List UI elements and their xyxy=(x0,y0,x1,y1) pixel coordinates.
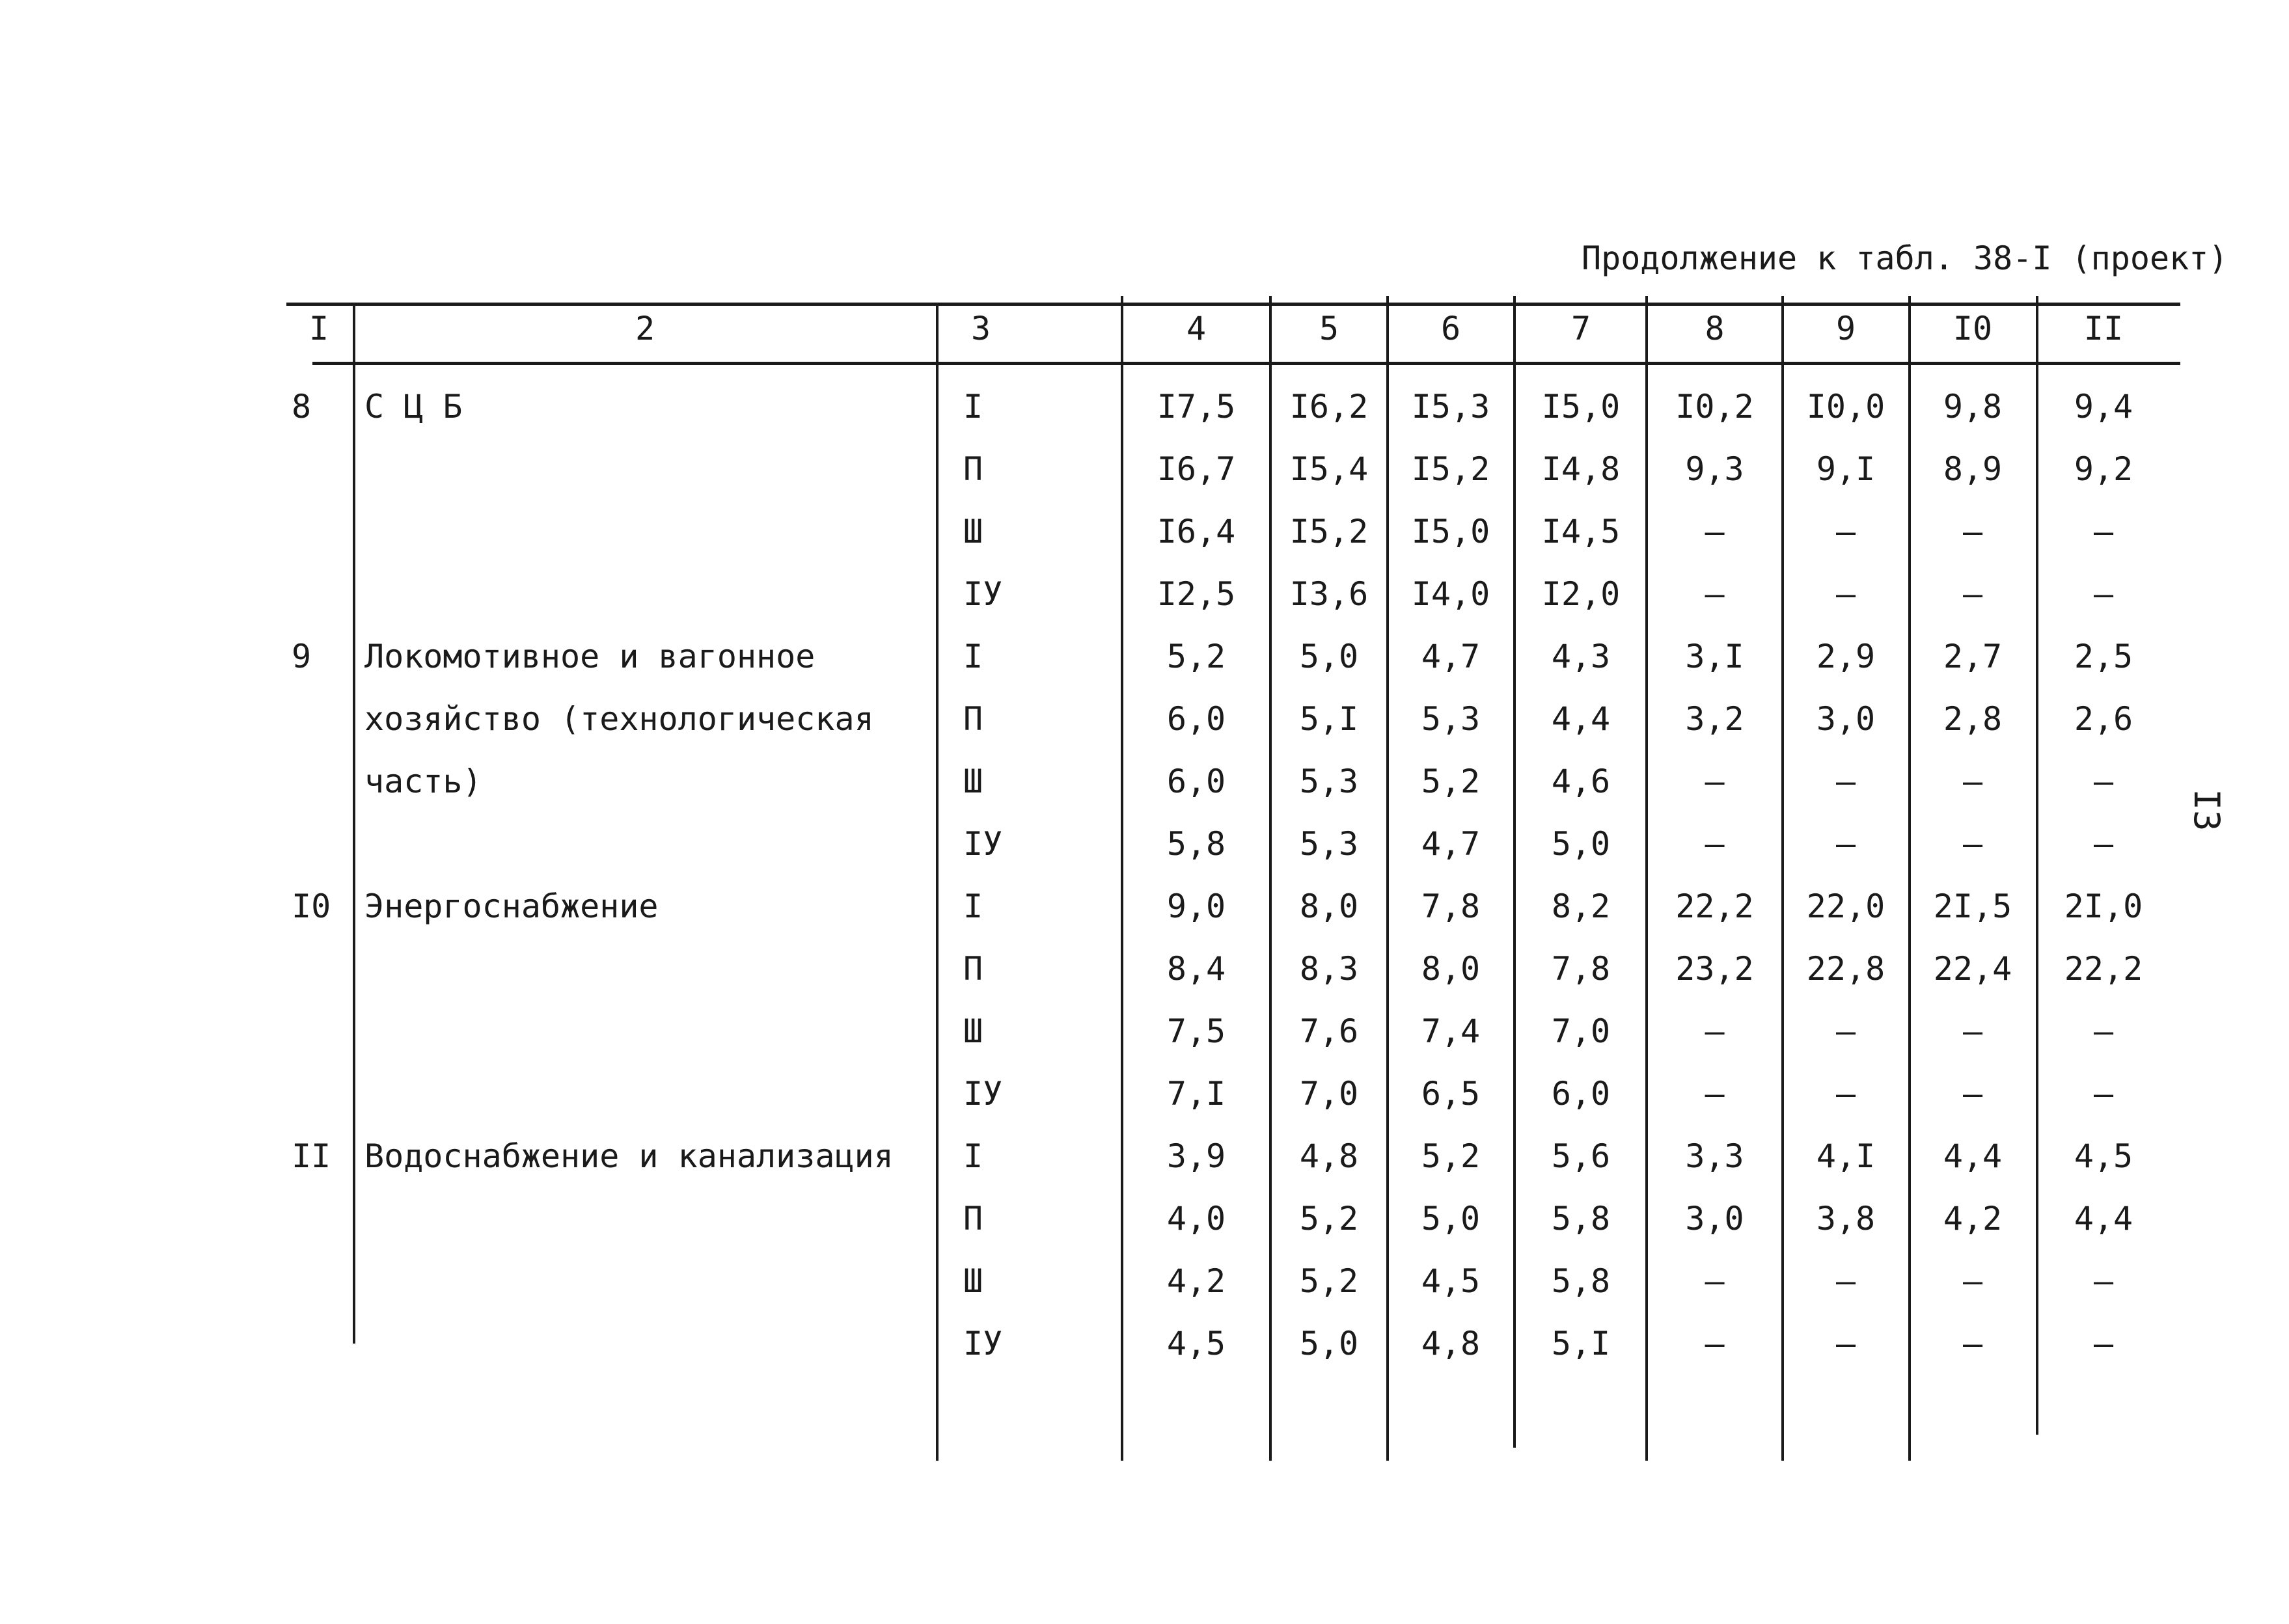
table-cell: I5,0 xyxy=(1541,388,1621,426)
table-cell: 2,6 xyxy=(2074,700,2133,738)
table-cell: – xyxy=(1705,1075,1725,1113)
table-cell: – xyxy=(1705,1262,1725,1300)
table-cell: – xyxy=(1705,1012,1725,1050)
category-code: IУ xyxy=(963,825,1003,863)
table-cell: 9,8 xyxy=(1943,388,2003,426)
table-cell: 4,5 xyxy=(1421,1262,1481,1300)
table-cell: 4,I xyxy=(1816,1137,1876,1175)
table-cell: – xyxy=(2093,1262,2114,1300)
table-cell: – xyxy=(1962,575,1983,613)
table-cell: – xyxy=(1962,1325,1983,1362)
table-cell: 23,2 xyxy=(1675,950,1754,988)
table-cell: 22,2 xyxy=(2064,950,2143,988)
category-code: П xyxy=(963,700,983,738)
table-cell: – xyxy=(1705,513,1725,550)
table-cell: 6,5 xyxy=(1421,1075,1481,1113)
table-cell: 6,0 xyxy=(1551,1075,1611,1113)
row-number: II xyxy=(292,1137,331,1175)
table-cell: – xyxy=(2093,763,2114,800)
category-code: IУ xyxy=(963,1075,1003,1113)
table-cell: 7,0 xyxy=(1551,1012,1611,1050)
category-code: Ш xyxy=(963,763,983,800)
table-cell: – xyxy=(2093,575,2114,613)
table-cell: – xyxy=(2093,1075,2114,1113)
table-cell: 4,7 xyxy=(1421,638,1481,675)
table-cell: 22,2 xyxy=(1675,887,1754,925)
table-cell: I0,2 xyxy=(1675,388,1754,426)
table-cell: 3,8 xyxy=(1816,1200,1876,1238)
table-cell: – xyxy=(1835,825,1856,863)
table-cell: I5,4 xyxy=(1289,450,1369,488)
table-cell: 9,3 xyxy=(1685,450,1744,488)
table-cell: – xyxy=(1835,1012,1856,1050)
column-header: I xyxy=(308,310,329,347)
category-code: IУ xyxy=(963,1325,1003,1362)
table-cell: 4,0 xyxy=(1166,1200,1226,1238)
table-cell: 5,2 xyxy=(1421,763,1481,800)
row-name-line: Локомотивное и вагонное xyxy=(364,638,816,675)
table-cell: 5,I xyxy=(1551,1325,1611,1362)
table-cell: – xyxy=(1962,1262,1983,1300)
table-cell: I4,8 xyxy=(1541,450,1621,488)
table-cell: 4,2 xyxy=(1943,1200,2003,1238)
table-cell: 5,3 xyxy=(1299,763,1359,800)
table-cell: 5,8 xyxy=(1551,1200,1611,1238)
table-cell: 8,4 xyxy=(1166,950,1226,988)
column-header: 3 xyxy=(971,310,991,347)
row-name-line: хозяйство (технологическая xyxy=(364,700,874,738)
column-header: II xyxy=(2083,310,2124,347)
table-cell: I0,0 xyxy=(1806,388,1885,426)
category-code: Ш xyxy=(963,513,983,550)
category-code: П xyxy=(963,450,983,488)
column-header: 5 xyxy=(1319,310,1339,347)
header-bottom-rule xyxy=(312,362,2180,365)
table-cell: I6,4 xyxy=(1157,513,1236,550)
category-code: Ш xyxy=(963,1262,983,1300)
category-code: I xyxy=(963,887,983,925)
table-cell: 7,0 xyxy=(1299,1075,1359,1113)
table-cell: 4,5 xyxy=(2074,1137,2133,1175)
table-cell: 7,4 xyxy=(1421,1012,1481,1050)
table-cell: – xyxy=(1962,1075,1983,1113)
table-cell: – xyxy=(1705,825,1725,863)
table-cell: 5,0 xyxy=(1299,638,1359,675)
row-name-line: С Ц Б xyxy=(364,388,463,426)
table-cell: 5,2 xyxy=(1421,1137,1481,1175)
table-cell: I4,0 xyxy=(1411,575,1490,613)
category-code: I xyxy=(963,388,983,426)
table-cell: 5,0 xyxy=(1421,1200,1481,1238)
table-cell: 5,3 xyxy=(1421,700,1481,738)
table-cell: – xyxy=(2093,513,2114,550)
table-cell: – xyxy=(1962,763,1983,800)
table-cell: 22,4 xyxy=(1933,950,2012,988)
table-cell: 8,0 xyxy=(1299,887,1359,925)
table-cell: 4,4 xyxy=(2074,1200,2133,1238)
table-cell: – xyxy=(1705,763,1725,800)
table-cell: 6,0 xyxy=(1166,763,1226,800)
table-cell: 22,0 xyxy=(1806,887,1885,925)
table-cell: I4,5 xyxy=(1541,513,1621,550)
category-code: П xyxy=(963,1200,983,1238)
table-cell: I2,0 xyxy=(1541,575,1621,613)
table-cell: 3,0 xyxy=(1816,700,1876,738)
table-cell: – xyxy=(2093,825,2114,863)
table-cell: I6,7 xyxy=(1157,450,1236,488)
table-cell: 9,2 xyxy=(2074,450,2133,488)
category-code: I xyxy=(963,1137,983,1175)
column-header: 7 xyxy=(1570,310,1591,347)
table-cell: 4,2 xyxy=(1166,1262,1226,1300)
table-cell: 5,0 xyxy=(1299,1325,1359,1362)
table-cell: 7,I xyxy=(1166,1075,1226,1113)
table-cell: 4,7 xyxy=(1421,825,1481,863)
table-cell: 7,6 xyxy=(1299,1012,1359,1050)
table-cell: I5,3 xyxy=(1411,388,1490,426)
table-cell: – xyxy=(1835,1075,1856,1113)
table-cell: 8,9 xyxy=(1943,450,2003,488)
table-cell: 7,8 xyxy=(1421,887,1481,925)
category-code: Ш xyxy=(963,1012,983,1050)
table-cell: 2,8 xyxy=(1943,700,2003,738)
table-cell: 9,I xyxy=(1816,450,1876,488)
table-cell: 4,8 xyxy=(1421,1325,1481,1362)
row-name-line: Водоснабжение и канализация xyxy=(364,1137,894,1175)
table-cell: – xyxy=(1705,1325,1725,1362)
table-cell: 5,I xyxy=(1299,700,1359,738)
table-cell: 2I,0 xyxy=(2064,887,2143,925)
table-cell: 2,9 xyxy=(1816,638,1876,675)
row-name-line: Энергоснабжение xyxy=(364,887,659,925)
table-cell: – xyxy=(2093,1325,2114,1362)
page-number: I3 xyxy=(2186,789,2227,832)
table-cell: 6,0 xyxy=(1166,700,1226,738)
table-cell: 22,8 xyxy=(1806,950,1885,988)
table-cell: – xyxy=(1962,825,1983,863)
table-cell: 4,3 xyxy=(1551,638,1611,675)
table-cell: 4,8 xyxy=(1299,1137,1359,1175)
table-cell: 4,6 xyxy=(1551,763,1611,800)
table-cell: I2,5 xyxy=(1157,575,1236,613)
row-number: 8 xyxy=(292,388,312,426)
table-cell: 5,2 xyxy=(1299,1200,1359,1238)
table-cell: I6,2 xyxy=(1289,388,1369,426)
column-divider xyxy=(936,303,939,1461)
column-header: 6 xyxy=(1440,310,1461,347)
table-cell: 3,3 xyxy=(1685,1137,1744,1175)
table-cell: 5,6 xyxy=(1551,1137,1611,1175)
table-cell: 5,8 xyxy=(1551,1262,1611,1300)
table-cell: – xyxy=(1835,1262,1856,1300)
table-cell: 5,3 xyxy=(1299,825,1359,863)
category-code: I xyxy=(963,638,983,675)
table-cell: I5,0 xyxy=(1411,513,1490,550)
table-cell: 5,2 xyxy=(1166,638,1226,675)
table-cell: 5,8 xyxy=(1166,825,1226,863)
table-cell: 4,5 xyxy=(1166,1325,1226,1362)
table-cell: 5,0 xyxy=(1551,825,1611,863)
table-cell: I5,2 xyxy=(1411,450,1490,488)
column-header: 2 xyxy=(635,310,655,347)
table-cell: 2I,5 xyxy=(1933,887,2012,925)
table-cell: 4,4 xyxy=(1551,700,1611,738)
table-cell: – xyxy=(2093,1012,2114,1050)
table-cell: 9,4 xyxy=(2074,388,2133,426)
table-cell: 4,4 xyxy=(1943,1137,2003,1175)
column-header: I0 xyxy=(1953,310,1993,347)
table-cell: 2,7 xyxy=(1943,638,2003,675)
table-cell: 7,5 xyxy=(1166,1012,1226,1050)
table-cell: – xyxy=(1835,1325,1856,1362)
table-cell: – xyxy=(1835,575,1856,613)
table-cell: I7,5 xyxy=(1157,388,1236,426)
table-cell: 8,2 xyxy=(1551,887,1611,925)
column-header: 8 xyxy=(1705,310,1725,347)
category-code: П xyxy=(963,950,983,988)
table-caption: Продолжение к табл. 38-I (проект) xyxy=(1582,239,2228,277)
table-cell: I5,2 xyxy=(1289,513,1369,550)
table-cell: – xyxy=(1835,763,1856,800)
table-cell: 8,3 xyxy=(1299,950,1359,988)
column-header: 4 xyxy=(1186,310,1207,347)
row-number: I0 xyxy=(292,887,331,925)
category-code: IУ xyxy=(963,575,1003,613)
table-cell: 5,2 xyxy=(1299,1262,1359,1300)
column-header: 9 xyxy=(1835,310,1856,347)
table-cell: 3,9 xyxy=(1166,1137,1226,1175)
column-divider xyxy=(353,303,355,1344)
row-number: 9 xyxy=(292,638,312,675)
table-cell: – xyxy=(1962,1012,1983,1050)
table-cell: 3,2 xyxy=(1685,700,1744,738)
table-cell: 3,I xyxy=(1685,638,1744,675)
table-cell: 8,0 xyxy=(1421,950,1481,988)
table-cell: 3,0 xyxy=(1685,1200,1744,1238)
table-cell: – xyxy=(1835,513,1856,550)
table-cell: 9,0 xyxy=(1166,887,1226,925)
table-cell: I3,6 xyxy=(1289,575,1369,613)
table-cell: – xyxy=(1962,513,1983,550)
table-cell: – xyxy=(1705,575,1725,613)
table-cell: 2,5 xyxy=(2074,638,2133,675)
table-cell: 7,8 xyxy=(1551,950,1611,988)
row-name-line: часть) xyxy=(364,763,482,800)
